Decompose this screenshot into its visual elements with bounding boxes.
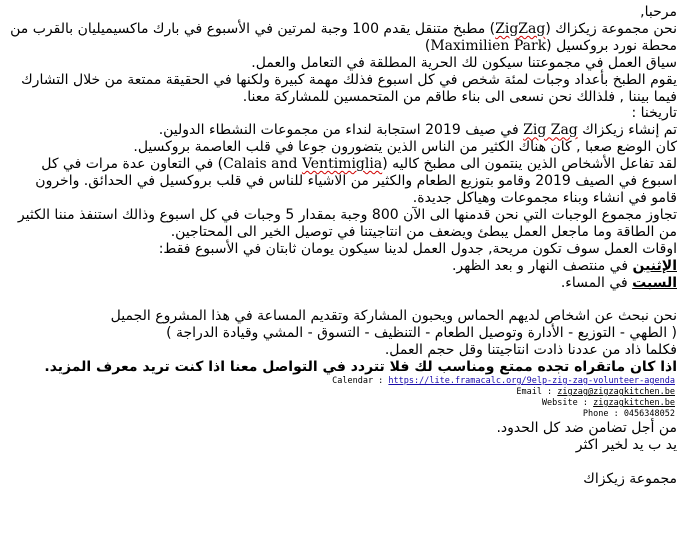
history-heading: تاريخنا : (631, 105, 677, 122)
solidarity-line: من أجل تضامن ضد كل الحدود. (496, 420, 677, 437)
spacer (8, 454, 677, 471)
schedule-monday: الإثنين في منتصف النهار و بعد الظهر. (451, 257, 677, 274)
website-link[interactable]: zigzagkitchen.be (593, 398, 675, 409)
phone-number: 0456348052 (623, 409, 675, 420)
monday-label: الإثنين (632, 257, 677, 274)
together-line: يد ب يد لخير اكثر (575, 436, 677, 453)
history-meals: تجاوز مجموع الوجبات التي نحن قدمنها الى الآن 800 وجبة بمقدار 5 وجبات في كل اسبوع وذالك استنفذ مننا الكثير من الطاقة وما ماجعل العمل يبطئ ويضعف من انتاجيتنا في توصيل الخير الى المحتاجين. (17, 206, 677, 240)
history-situation: كان الوضع صعبا , كان هناك الكثير من الناس الذين يتضورون جوعا في قلب العاصمة بروكسيل. (133, 139, 677, 156)
calendar-link[interactable]: https://lite.framacalc.org/9elp-zig-zag-volunteer-agenda (388, 376, 675, 387)
email-line: Email : zigzag@zigzagkitchen.be (516, 387, 675, 398)
zigzag-name: Zig Zag (523, 122, 578, 139)
call-to-action: اذا كان ماتقراه تجده ممتع ومناسب لك فلا تتردد في التواصل معنا اذا كنت تريد معرف المزيد. (44, 359, 677, 376)
work-context: سياق العمل في مجموعتنا سيكون لك الحرية المطلقة في التعامل والعمل. (251, 54, 677, 71)
calendar-line: Calendar : https://lite.framacalc.org/9elp-zig-zag-volunteer-agenda (332, 376, 675, 387)
schedule-intro: اوقات العمل سوف تكون مريحة, جدول العمل لدينا سيكون يومان ثابتان في الأسبوع فقط: (158, 240, 677, 257)
park-name: Maximilien Park (430, 37, 547, 54)
kitchen-paragraph: يقوم الطبخ بأعداد وجبات لمئة شخص في كل اسبوع فذلك مهمة كبيرة ولكنها في الحقيقة ممتعة من خلال التشارك فيما بيننا , فلذالك نحن نسعى الى بناء طاقم من المتحمسين للمشاركة معنا. (21, 71, 677, 105)
greeting: مرحبا, (640, 4, 677, 20)
contact-block (8, 376, 677, 420)
growth-paragraph: فكلما ذاد من عددنا ذادت انتاجيتنا وقل حجم العمل. (384, 342, 677, 359)
phone-line: Phone : 0456348052 (582, 409, 675, 420)
zigzag-name: ZigZag (495, 20, 546, 37)
saturday-label: السبت (632, 274, 677, 291)
spacer (8, 291, 677, 308)
signature: مجموعة زيكزاك (583, 470, 677, 487)
history-founding: تم إنشاء زيكزاك Zig Zag في صيف 2019 استجابة لنداء من مجموعات النشطاء الدولين. (158, 122, 677, 139)
intro-paragraph: نحن مجموعة زيكزاك (ZigZag) مطبخ متنقل يقدم 100 وجبة لمرتين في الأسبوع في بارك ماكسيميليان بالقرب من محطة نورد بروكسيل (Maximilien Park) (10, 20, 677, 54)
tasks-list: ( الطهي - التوزيع - الأدارة وتوصيل الطعام - التنظيف - التسوق - المشي وقيادة الدراجة ) (166, 325, 677, 342)
email-link[interactable]: zigzag@zigzagkitchen.be (557, 387, 675, 398)
ventimiglia-name: Ventimiglia (301, 156, 383, 173)
calais-name: Calais and (223, 156, 302, 173)
seek-paragraph: نحن نبحث عن اشخاص لديهم الحماس ويحبون المشاركة وتقديم المساعة في هذا المشروع الجميل (110, 308, 677, 325)
website-line: Website : zigzagkitchen.be (541, 398, 675, 409)
history-calais: لقد تفاعل الأشخاص الذين ينتمون الى مطبخ كاليه (Calais and Ventimiglia) في التعاون عدة مرات في كل اسبوع في الصيف 2019 وقامو بتوزيع الطعام والكثير من الاشياء للناس في قلب بروكسيل في الحدائق. واخرون قامو في انشاء وبناء مجموعات وهياكل جديدة. (35, 156, 677, 206)
schedule-saturday: السبت في المساء. (560, 274, 677, 291)
